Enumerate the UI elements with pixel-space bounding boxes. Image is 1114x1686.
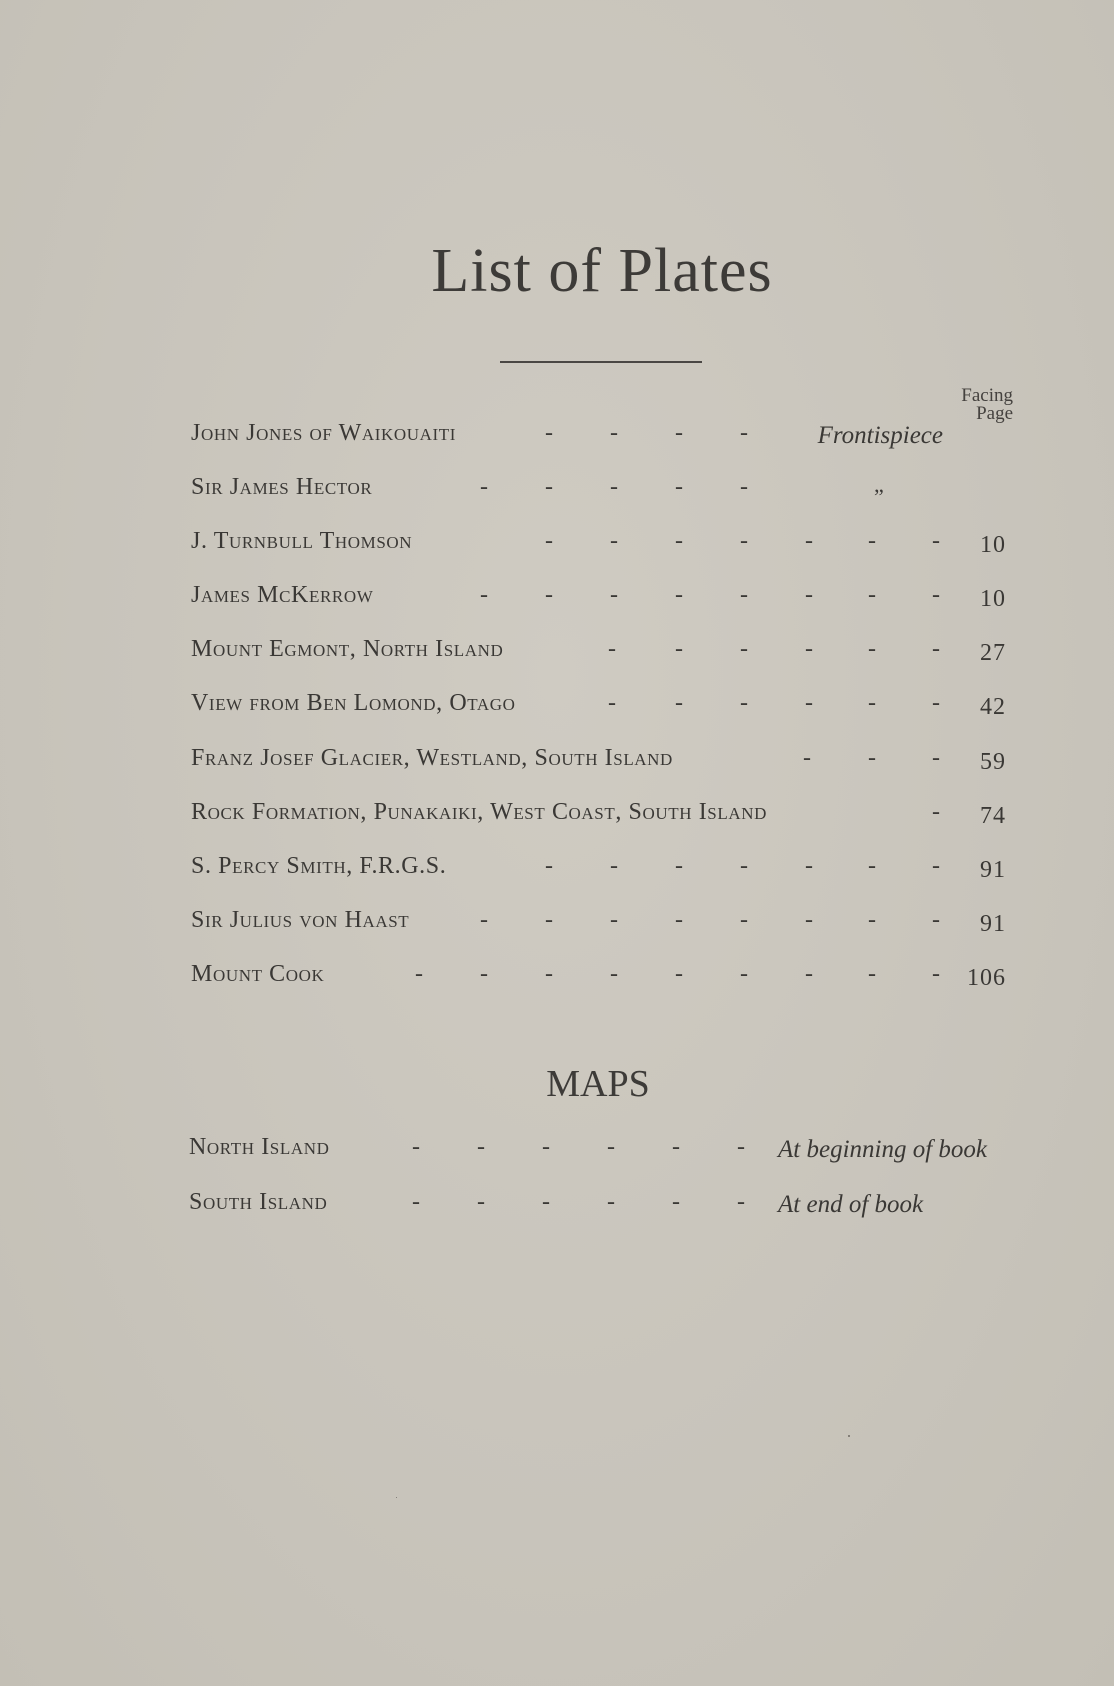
plate-page: 106 — [967, 965, 1006, 991]
leader-dash: - — [740, 420, 748, 446]
leader-dash: - — [932, 799, 940, 825]
leader-dash: - — [480, 582, 488, 608]
map-label: South Island — [189, 1189, 328, 1215]
paper-speck — [396, 1497, 397, 1498]
plate-page: ” — [874, 484, 884, 509]
leader-dash: - — [675, 636, 683, 662]
leader-dash: - — [608, 636, 616, 662]
leader-dash: - — [932, 853, 940, 879]
leader-dash: - — [415, 961, 423, 987]
plate-label: Sir Julius von Haast — [191, 907, 410, 933]
plate-page: 10 — [980, 586, 1006, 612]
leader-dash: - — [675, 907, 683, 933]
leader-dash: - — [672, 1134, 680, 1160]
leader-dash: - — [868, 907, 876, 933]
leader-dash: - — [868, 636, 876, 662]
plate-page: 91 — [980, 911, 1006, 937]
leader-dash: - — [675, 420, 683, 446]
leader-dash: - — [805, 636, 813, 662]
leader-dash: - — [740, 961, 748, 987]
leader-dash: - — [805, 528, 813, 554]
leader-dash: - — [740, 853, 748, 879]
leader-dash: - — [737, 1189, 745, 1215]
map-location: At end of book — [778, 1191, 924, 1218]
plate-label: Franz Josef Glacier, Westland, South Island — [191, 745, 673, 771]
plate-page: 10 — [980, 532, 1006, 558]
leader-dash: - — [675, 961, 683, 987]
plate-label: View from Ben Lomond, Otago — [191, 690, 516, 716]
leader-dash: - — [610, 582, 618, 608]
leader-dash: - — [610, 528, 618, 554]
leader-dash: - — [480, 907, 488, 933]
leader-dash: - — [545, 420, 553, 446]
plate-row — [0, 799, 1114, 833]
leader-dash: - — [805, 853, 813, 879]
leader-dash: - — [868, 745, 876, 771]
plate-row — [0, 474, 1114, 508]
title-rule — [500, 361, 702, 363]
plate-label: Rock Formation, Punakaiki, West Coast, South Island — [191, 799, 767, 825]
leader-dash: - — [607, 1134, 615, 1160]
facing-header-line1: Facing — [961, 385, 1013, 406]
leader-dash: - — [610, 420, 618, 446]
plate-page: 74 — [980, 803, 1006, 829]
leader-dash: - — [740, 582, 748, 608]
map-row — [0, 1189, 1114, 1223]
leader-dash: - — [740, 907, 748, 933]
facing-page-header — [925, 387, 1013, 423]
leader-dash: - — [608, 690, 616, 716]
plate-label: John Jones of Waikouaiti — [191, 420, 457, 446]
leader-dash: - — [932, 528, 940, 554]
leader-dash: - — [740, 474, 748, 500]
map-label: North Island — [189, 1134, 330, 1160]
paper-speck — [848, 1435, 850, 1437]
leader-dash: - — [740, 636, 748, 662]
leader-dash: - — [805, 961, 813, 987]
leader-dash: - — [545, 528, 553, 554]
plate-label: James McKerrow — [191, 582, 374, 608]
map-location: At beginning of book — [778, 1136, 987, 1163]
plate-row — [0, 853, 1114, 887]
leader-dash: - — [545, 582, 553, 608]
leader-dash: - — [805, 690, 813, 716]
leader-dash: - — [412, 1134, 420, 1160]
plate-label: Mount Egmont, North Island — [191, 636, 504, 662]
leader-dash: - — [932, 636, 940, 662]
leader-dash: - — [480, 474, 488, 500]
leader-dash: - — [675, 853, 683, 879]
plate-row — [0, 636, 1114, 670]
leader-dash: - — [675, 474, 683, 500]
leader-dash: - — [607, 1189, 615, 1215]
leader-dash: - — [868, 582, 876, 608]
page-title: List of Plates — [431, 237, 773, 305]
leader-dash: - — [740, 690, 748, 716]
plate-label: J. Turnbull Thomson — [191, 528, 413, 554]
leader-dash: - — [868, 961, 876, 987]
plate-label: Mount Cook — [191, 961, 325, 987]
plate-row — [0, 582, 1114, 616]
facing-header-line2: Page — [976, 403, 1013, 424]
plate-row — [0, 420, 1114, 454]
plate-page: 59 — [980, 749, 1006, 775]
leader-dash: - — [868, 853, 876, 879]
leader-dash: - — [610, 853, 618, 879]
leader-dash: - — [545, 474, 553, 500]
leader-dash: - — [675, 582, 683, 608]
plate-label: Sir James Hector — [191, 474, 373, 500]
leader-dash: - — [610, 474, 618, 500]
leader-dash: - — [675, 690, 683, 716]
plate-row — [0, 690, 1114, 724]
leader-dash: - — [545, 961, 553, 987]
leader-dash: - — [675, 528, 683, 554]
plate-page: 42 — [980, 694, 1006, 720]
leader-dash: - — [932, 582, 940, 608]
leader-dash: - — [545, 907, 553, 933]
plate-page: 27 — [980, 640, 1006, 666]
leader-dash: - — [805, 907, 813, 933]
leader-dash: - — [542, 1189, 550, 1215]
leader-dash: - — [932, 690, 940, 716]
leader-dash: - — [932, 961, 940, 987]
plate-row — [0, 528, 1114, 562]
leader-dash: - — [477, 1189, 485, 1215]
leader-dash: - — [477, 1134, 485, 1160]
leader-dash: - — [740, 528, 748, 554]
leader-dash: - — [868, 528, 876, 554]
leader-dash: - — [610, 961, 618, 987]
leader-dash: - — [412, 1189, 420, 1215]
leader-dash: - — [932, 745, 940, 771]
leader-dash: - — [480, 961, 488, 987]
leader-dash: - — [803, 745, 811, 771]
plate-row — [0, 907, 1114, 941]
leader-dash: - — [610, 907, 618, 933]
map-row — [0, 1134, 1114, 1168]
leader-dash: - — [672, 1189, 680, 1215]
maps-heading: MAPS — [546, 1063, 650, 1105]
leader-dash: - — [737, 1134, 745, 1160]
leader-dash: - — [932, 907, 940, 933]
leader-dash: - — [868, 690, 876, 716]
leader-dash: - — [805, 582, 813, 608]
plate-row — [0, 745, 1114, 779]
plate-page: 91 — [980, 857, 1006, 883]
leader-dash: - — [542, 1134, 550, 1160]
plate-page: Frontispiece — [817, 422, 943, 449]
plate-row — [0, 961, 1114, 995]
leader-dash: - — [545, 853, 553, 879]
plate-label: S. Percy Smith, F.R.G.S. — [191, 853, 447, 879]
